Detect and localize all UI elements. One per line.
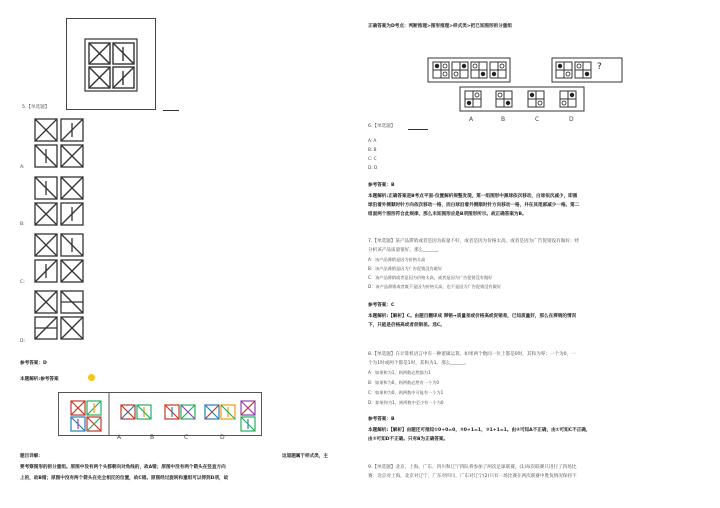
- q7-answer: 参考答案：C: [368, 303, 395, 308]
- fig-label-d: D: [220, 434, 225, 441]
- q8-option-a: A：如果和为1，则两数必然都为1: [368, 370, 431, 375]
- q5-colored-figure: [58, 392, 262, 436]
- q6-explanation-2: 球沿着外侧顺时针方向依次移动一格，而白球沿着外侧顺时针方向移动一格，并在其尾部减少一格。第二: [368, 203, 580, 208]
- smile-icon: [88, 374, 95, 381]
- q8-answer: 参考答案：B: [368, 417, 395, 422]
- option-c-figure: [34, 233, 88, 283]
- q8-option-d: D：如果和为1，则两数中至少有一个为0: [368, 400, 444, 405]
- q6-answer-blank: [408, 129, 428, 130]
- q5-analysis-title: 本题解析:参考答案: [20, 377, 59, 382]
- q7-option-d: D：该产品滞销或者既不是因为价格太高，也不是因为广告促销没有做好: [368, 284, 502, 289]
- q5-label: 5.【单选题】: [22, 105, 50, 110]
- q5-question-figure: [66, 18, 156, 110]
- q5-detail-right: 这道题属于样式类，主: [282, 454, 328, 459]
- q6-fig-label-b: B: [501, 116, 506, 123]
- q6-option-a: A: A: [368, 138, 377, 143]
- q9-title: 9.【单选题】北京、上海、广东、四川和辽宁四队将参加了两次足球联赛，(1)每次联赛只进行了四场比: [368, 465, 577, 470]
- q6-option-d: D: D: [368, 165, 378, 170]
- q7-title: 7.【单选题】某产品滞销或者是因为质量不好，或者是因为价格太高。或者是因为广告促销没有做好；经: [368, 239, 580, 244]
- q5-question-grid: [67, 19, 155, 109]
- option-d-label: D:: [20, 339, 26, 344]
- q8-option-c: C：如果和为0，则两数中可能有一个为1: [368, 390, 444, 395]
- q8-explanation-1: 本题解析:【解析】由题还可推知①0+0=0，②0+1=1，③1+1=1。由③可知A不正确，由①可知C不正确，: [368, 428, 591, 433]
- q7-option-c: C：该产品滞销或者是因为价格太高，或者是因为广告促销没有做好: [368, 275, 493, 280]
- option-c-label: C:: [20, 280, 25, 285]
- q6-fig-label-d: D: [569, 116, 574, 123]
- q8-title: 8.【单选题】在计算机语言中有一种逻辑运算，如果两个数同一位上都是0时，其和为零；一个为0，一: [368, 352, 576, 357]
- q5-detail-left: 题目详解：: [20, 454, 43, 459]
- q6-explanation-3: 组面两个图形符合此规律，那么未知图形应是B项图形所示。故正确答案为B。: [368, 212, 527, 217]
- q7-option-b: B：该产品滞销是因为广告促销没有做好: [368, 266, 443, 271]
- q8-title-2: 个为1时或两个都是1时，其和为1。那么______。: [368, 361, 469, 366]
- q8-option-b: B：如果和为0，则两数必然有一个为0: [368, 380, 440, 385]
- fig-label-a: A: [117, 434, 122, 441]
- q6-answer: 参考答案：B: [368, 183, 395, 188]
- option-a-label: A:: [20, 165, 25, 170]
- top-answer-line: 正确答案为D考点：判断推理>图形推理>样式类>把已知图形拆分重组: [368, 24, 512, 29]
- fig-label-c: C: [184, 434, 189, 441]
- q8-explanation-2: 由②可知D不正确。只有B为正确答案。: [368, 437, 449, 442]
- fig-label-b: B: [150, 434, 155, 441]
- option-b-label: B:: [20, 222, 25, 227]
- option-b-figure: [34, 176, 88, 226]
- q6-options-figure: [460, 86, 584, 112]
- q6-question-mark: ?: [597, 62, 602, 72]
- q6-option-c: C: C: [368, 156, 377, 161]
- q6-fig-label-a: A: [469, 116, 474, 123]
- q7-title-2: 分析该产品质量很好，那么______。: [368, 248, 442, 253]
- q7-option-a: A：该产品滞销是因为价格太高: [368, 257, 426, 262]
- q6-question-figure: [428, 57, 622, 83]
- option-a-figure: [34, 118, 88, 168]
- q6-option-b: B: B: [368, 147, 377, 152]
- q9-title-2: 赛：北京对上海，北京对辽宁，广东对四川，广东对辽宁(2)只有一场比赛在两次联赛中胜负情况保持不: [368, 474, 577, 479]
- q7-explanation-2: 下，只能是价格高或者促销差。选C。: [368, 323, 445, 328]
- q6-fig-label-c: C: [535, 116, 540, 123]
- q5-detail-line-2: 要考察图形的拆分重组。原图中没有两个头都朝向对角线的，故A错；原图中没有两个箭头在竖直方向: [20, 465, 226, 470]
- q6-label: 6.【单选题】: [368, 124, 396, 129]
- q6-explanation-1: 本题解析:正确答案是B考点平面-位置解析规整发现，第一组图形中黑球依次移动，白球依次减少，即黑: [368, 194, 578, 199]
- option-d-figure: [34, 290, 88, 340]
- answer-blank: [163, 110, 179, 111]
- q5-answer: 参考答案：D: [20, 361, 47, 366]
- q5-detail-line-3: 上的，故B错；原图中没有两个箭头在完全相反的位置，故C错。原图经过旋转和重组可以得到D项，故: [20, 476, 229, 481]
- q7-explanation-1: 本题解析:【解析】C。由题目翻译成 滞销→质量差或价格高或促销差，已知质量好，那么在滞销的情况: [368, 314, 577, 319]
